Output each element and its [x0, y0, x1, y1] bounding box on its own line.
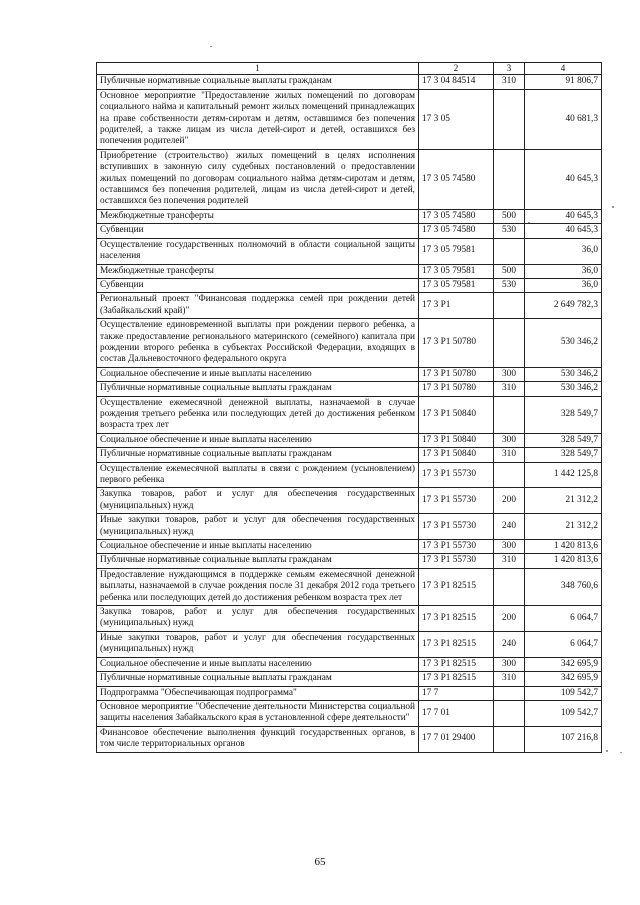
row-kvr-cell	[494, 726, 525, 752]
row-amount-cell: 1 420 813,6	[525, 554, 602, 568]
row-code-cell: 17 3 P1 82515	[419, 631, 494, 657]
row-amount-cell: 36,0	[525, 238, 602, 264]
table-row	[97, 462, 602, 488]
row-kvr-cell: 530	[494, 278, 525, 292]
row-kvr-cell: 300	[494, 540, 525, 554]
table-row	[97, 319, 602, 368]
row-kvr-cell: 500	[494, 264, 525, 278]
page-number: 65	[314, 856, 326, 868]
row-amount-cell: 40 681,3	[525, 89, 602, 149]
table-row	[97, 209, 602, 223]
row-amount-cell: 36,0	[525, 278, 602, 292]
row-amount-cell: 328 549,7	[525, 448, 602, 462]
row-name-cell: Предоставление нуждающимся в поддержке семьям ежемесячной денежной выплаты, назначаемой в случае рождения после 31 декабря 2012 года третьего ребенка или последующих детей до достижения ребенком возраста трех лет	[97, 568, 419, 605]
row-code-cell: 17 3 04 84514	[419, 75, 494, 89]
column-header-name: 1	[97, 63, 419, 75]
table-row	[97, 75, 602, 89]
scan-speck	[210, 46, 212, 47]
row-kvr-cell	[494, 319, 525, 368]
row-code-cell: 17 3 P1 82515	[419, 568, 494, 605]
row-name-cell: Региональный проект "Финансовая поддержка семей при рождении детей (Забайкальский край)"	[97, 293, 419, 319]
row-name-cell: Субвенции	[97, 224, 419, 238]
row-kvr-cell: 200	[494, 488, 525, 514]
scan-speck	[606, 750, 608, 752]
row-kvr-cell: 300	[494, 367, 525, 381]
row-name-cell: Межбюджетные трансферты	[97, 209, 419, 223]
row-name-cell: Закупка товаров, работ и услуг для обеспечения государственных (муниципальных) нужд	[97, 488, 419, 514]
row-name-cell: Социальное обеспечение и иные выплаты населению	[97, 433, 419, 447]
table-row	[97, 700, 602, 726]
table-row	[97, 367, 602, 381]
row-name-cell: Иные закупки товаров, работ и услуг для обеспечения государственных (муниципальных) нужд	[97, 631, 419, 657]
scan-speck	[620, 752, 622, 753]
row-code-cell: 17 3 P1 55730	[419, 514, 494, 540]
row-amount-cell: 342 695,9	[525, 657, 602, 671]
table-row	[97, 149, 602, 209]
row-kvr-cell: 240	[494, 631, 525, 657]
row-amount-cell: 348 760,6	[525, 568, 602, 605]
row-name-cell: Публичные нормативные социальные выплаты гражданам	[97, 554, 419, 568]
row-code-cell: 17 3 05 79581	[419, 238, 494, 264]
row-kvr-cell: 310	[494, 448, 525, 462]
row-kvr-cell: 310	[494, 672, 525, 686]
row-code-cell: 17 3 P1 55730	[419, 540, 494, 554]
row-amount-cell: 530 346,2	[525, 382, 602, 396]
row-name-cell: Осуществление ежемесячной денежной выплаты, назначаемой в случае рождения третьего ребенка или последующих детей до достижения ребенком возраста трех лет	[97, 396, 419, 433]
row-kvr-cell	[494, 568, 525, 605]
row-code-cell: 17 3 P1 82515	[419, 657, 494, 671]
row-code-cell: 17 7	[419, 686, 494, 700]
row-code-cell: 17 3 05 79581	[419, 278, 494, 292]
row-kvr-cell: 200	[494, 606, 525, 632]
table-row	[97, 514, 602, 540]
row-amount-cell: 40 645,3	[525, 209, 602, 223]
row-amount-cell: 36,0	[525, 264, 602, 278]
row-name-cell: Основное мероприятие "Обеспечение деятельности Министерства социальной защиты населения Забайкальского края в установленной сфере деятельности"	[97, 700, 419, 726]
row-amount-cell: 109 542,7	[525, 686, 602, 700]
table-row	[97, 488, 602, 514]
row-name-cell: Социальное обеспечение и иные выплаты населению	[97, 367, 419, 381]
table-row	[97, 382, 602, 396]
row-code-cell: 17 3 05 79581	[419, 264, 494, 278]
row-amount-cell: 328 549,7	[525, 433, 602, 447]
table-row	[97, 433, 602, 447]
table-row	[97, 278, 602, 292]
row-code-cell: 17 3 P1 55730	[419, 554, 494, 568]
row-code-cell: 17 3 P1 50840	[419, 396, 494, 433]
row-name-cell: Субвенции	[97, 278, 419, 292]
scan-speck	[612, 206, 614, 208]
table-row	[97, 238, 602, 264]
row-code-cell: 17 3 P1 50780	[419, 382, 494, 396]
row-amount-cell: 328 549,7	[525, 396, 602, 433]
row-amount-cell: 21 312,2	[525, 514, 602, 540]
table-row	[97, 224, 602, 238]
row-name-cell: Публичные нормативные социальные выплаты гражданам	[97, 672, 419, 686]
row-kvr-cell: 530	[494, 224, 525, 238]
row-code-cell: 17 7 01 29400	[419, 726, 494, 752]
row-kvr-cell	[494, 293, 525, 319]
row-code-cell: 17 3 P1 55730	[419, 488, 494, 514]
table-row	[97, 568, 602, 605]
row-name-cell: Публичные нормативные социальные выплаты гражданам	[97, 448, 419, 462]
row-name-cell: Осуществление государственных полномочий в области социальной защиты населения	[97, 238, 419, 264]
row-name-cell: Приобретение (строительство) жилых помещений в целях исполнения вступивших в законную силу судебных постановлений о предоставлении жилых помещений по договорам социального найма детям-сиротам и детям, оставшимся без попечения родителей, лицам из числа детей-сирот и детей, оставшихся без попечения родителей	[97, 149, 419, 209]
table-row	[97, 264, 602, 278]
row-amount-cell: 91 806,7	[525, 75, 602, 89]
table-row	[97, 396, 602, 433]
row-code-cell: 17 3 P1 50840	[419, 433, 494, 447]
row-kvr-cell: 300	[494, 657, 525, 671]
column-header-kvr: 3	[494, 63, 525, 75]
column-header-amount: 4	[525, 63, 602, 75]
row-kvr-cell: 310	[494, 382, 525, 396]
row-code-cell: 17 7 01	[419, 700, 494, 726]
row-amount-cell: 6 064,7	[525, 606, 602, 632]
row-code-cell: 17 3 05	[419, 89, 494, 149]
row-name-cell: Социальное обеспечение и иные выплаты населению	[97, 540, 419, 554]
row-kvr-cell	[494, 149, 525, 209]
table-row	[97, 554, 602, 568]
row-kvr-cell	[494, 462, 525, 488]
row-name-cell: Финансовое обеспечение выполнения функций государственных органов, в том числе территориальных органов	[97, 726, 419, 752]
row-amount-cell: 1 420 813,6	[525, 540, 602, 554]
budget-table	[96, 62, 602, 753]
row-name-cell: Публичные нормативные социальные выплаты гражданам	[97, 382, 419, 396]
row-amount-cell: 530 346,2	[525, 367, 602, 381]
table-row	[97, 606, 602, 632]
row-amount-cell: 6 064,7	[525, 631, 602, 657]
table-row	[97, 657, 602, 671]
table-row	[97, 726, 602, 752]
row-name-cell: Межбюджетные трансферты	[97, 264, 419, 278]
table-row	[97, 448, 602, 462]
budget-table-body	[97, 63, 602, 753]
row-name-cell: Основное мероприятие "Предоставление жилых помещений по договорам социального найма и капитальный ремонт жилых помещений принадлежащих на праве собственности детям-сиротам и детям, оставшимся без попечения родителей, а также лицам из числа детей-сирот и детей, оставшихся без попечения родителей"	[97, 89, 419, 149]
row-name-cell: Осуществление ежемесячной выплаты в связи с рождением (усыновлением) первого ребенка	[97, 462, 419, 488]
row-code-cell: 17 3 P1 50840	[419, 448, 494, 462]
row-kvr-cell: 310	[494, 554, 525, 568]
row-kvr-cell	[494, 89, 525, 149]
row-code-cell: 17 3 05 74580	[419, 149, 494, 209]
row-amount-cell: 530 346,2	[525, 319, 602, 368]
row-name-cell: Социальное обеспечение и иные выплаты населению	[97, 657, 419, 671]
table-row	[97, 89, 602, 149]
row-code-cell: 17 3 P1 55730	[419, 462, 494, 488]
row-kvr-cell	[494, 686, 525, 700]
row-kvr-cell	[494, 396, 525, 433]
row-amount-cell: 21 312,2	[525, 488, 602, 514]
row-kvr-cell: 240	[494, 514, 525, 540]
column-header-code: 2	[419, 63, 494, 75]
table-header-row	[97, 63, 602, 75]
row-code-cell: 17 3 P1 82515	[419, 606, 494, 632]
row-name-cell: Осуществление единовременной выплаты при рождении первого ребенка, а также предоставление регионального материнского (семейного) капитала при рождении второго ребенка в субъектах Российской Федерации, входящих в состав Дальневосточного федерального округа	[97, 319, 419, 368]
row-amount-cell: 1 442 125,8	[525, 462, 602, 488]
row-name-cell: Публичные нормативные социальные выплаты гражданам	[97, 75, 419, 89]
row-code-cell: 17 3 P1 82515	[419, 672, 494, 686]
table-row	[97, 293, 602, 319]
row-kvr-cell	[494, 700, 525, 726]
row-amount-cell: 107 216,8	[525, 726, 602, 752]
table-row	[97, 631, 602, 657]
row-code-cell: 17 3 05 74580	[419, 224, 494, 238]
row-name-cell: Иные закупки товаров, работ и услуг для обеспечения государственных (муниципальных) нужд	[97, 514, 419, 540]
row-kvr-cell: 300	[494, 433, 525, 447]
row-amount-cell: 109 542,7	[525, 700, 602, 726]
row-kvr-cell: 310	[494, 75, 525, 89]
row-code-cell: 17 3 P1 50780	[419, 319, 494, 368]
row-amount-cell: 2 649 782,3	[525, 293, 602, 319]
row-amount-cell: 40 645,3	[525, 224, 602, 238]
row-code-cell: 17 3 05 74580	[419, 209, 494, 223]
row-amount-cell: 40 645,3	[525, 149, 602, 209]
row-code-cell: 17 3 P1 50780	[419, 367, 494, 381]
row-kvr-cell	[494, 238, 525, 264]
row-kvr-cell: 500	[494, 209, 525, 223]
table-row	[97, 540, 602, 554]
table-row	[97, 686, 602, 700]
table-row	[97, 672, 602, 686]
row-code-cell: 17 3 P1	[419, 293, 494, 319]
row-amount-cell: 342 695,9	[525, 672, 602, 686]
row-name-cell: Закупка товаров, работ и услуг для обеспечения государственных (муниципальных) нужд	[97, 606, 419, 632]
row-name-cell: Подпрограмма "Обеспечивающая подпрограмма"	[97, 686, 419, 700]
